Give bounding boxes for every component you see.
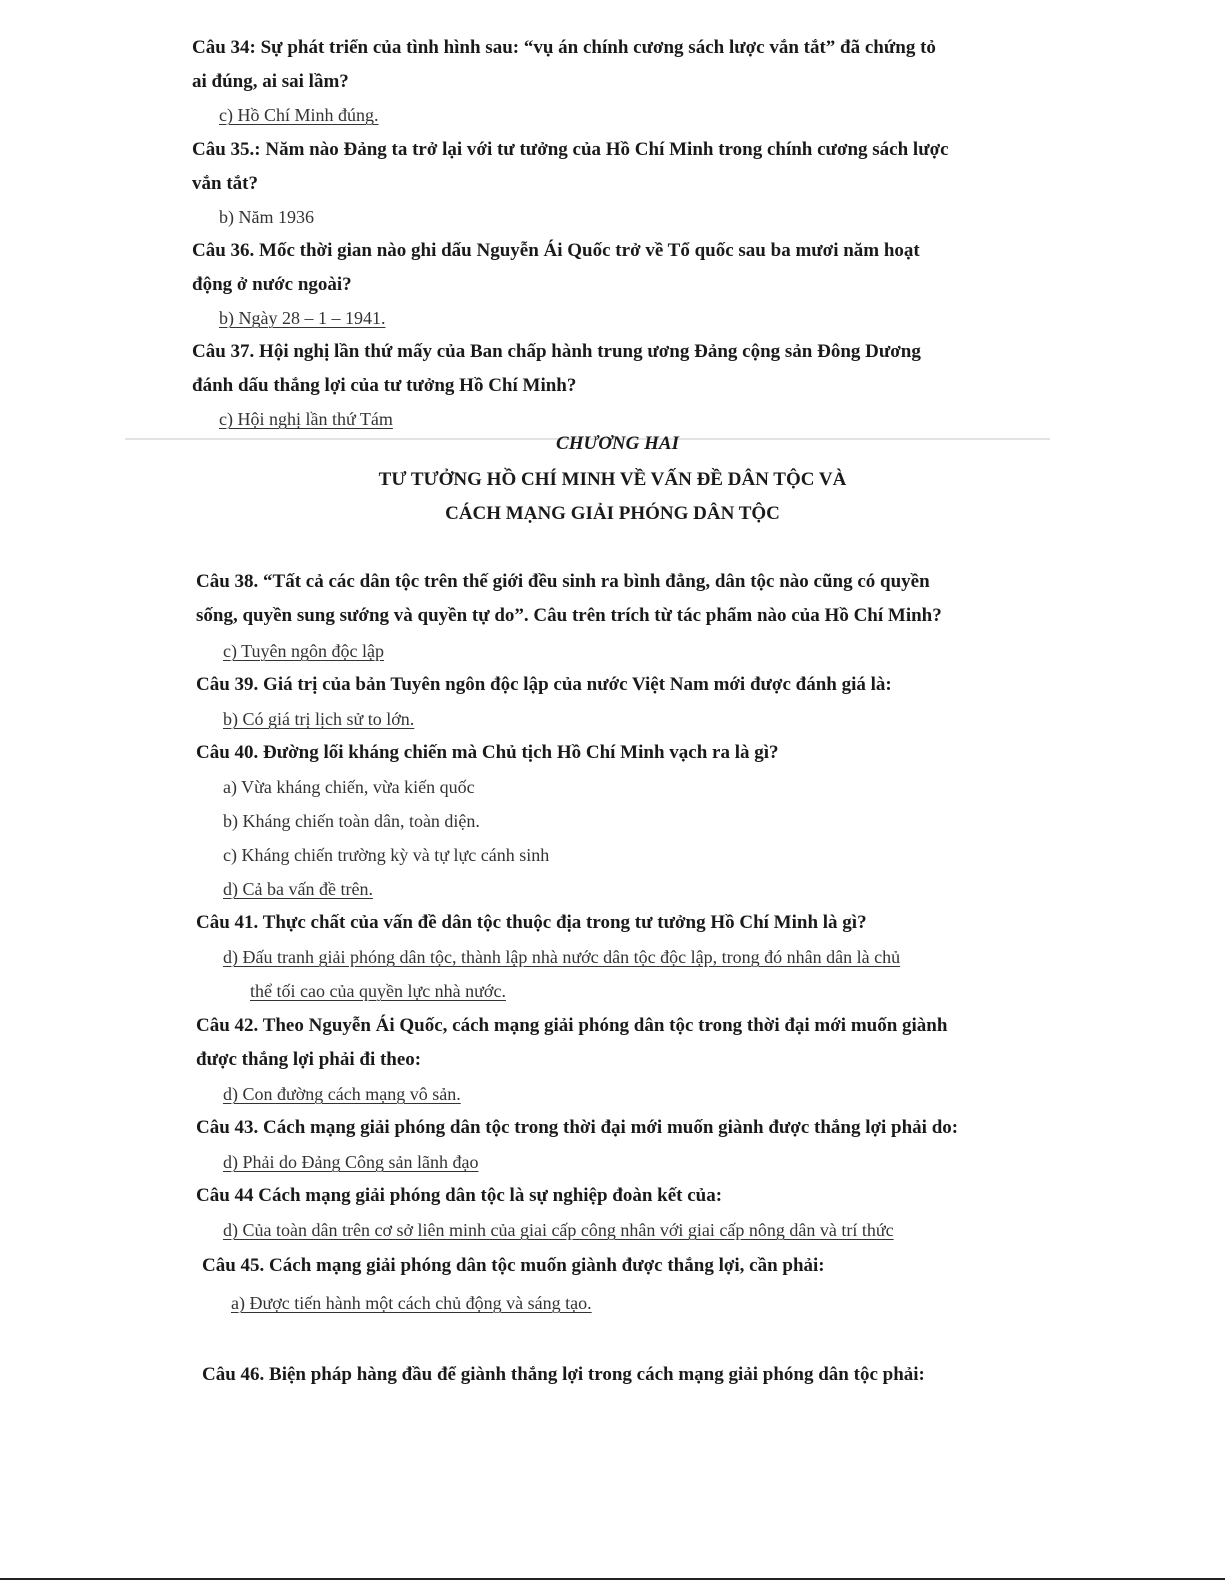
- question-34-line-1: Câu 34: Sự phát triển của tình hình sau: “vụ án chính cương sách lược vắn tắt” đã chứng tỏ: [192, 37, 936, 58]
- question-37-line-1: Câu 37. Hội nghị lần thứ mấy của Ban chấp hành trung ương Đảng cộng sản Đông Dương: [192, 341, 921, 362]
- question-34-line-2: ai đúng, ai sai lầm?: [192, 71, 349, 92]
- answer-37: c) Hội nghị lần thứ Tám: [219, 409, 393, 429]
- chapter-title-line-1: TƯ TƯỞNG HỒ CHÍ MINH VỀ VẤN ĐỀ DÂN TỘC VÀ: [378, 469, 847, 490]
- question-42-line-1: Câu 42. Theo Nguyễn Ái Quốc, cách mạng giải phóng dân tộc trong thời đại mới muốn giành: [196, 1015, 948, 1036]
- bottom-border: [0, 1578, 1225, 1580]
- question-41: Câu 41. Thực chất của vấn đề dân tộc thuộc địa trong tư tưởng Hồ Chí Minh là gì?: [196, 912, 867, 933]
- question-35-line-2: vắn tắt?: [192, 173, 258, 194]
- answer-40-a: a) Vừa kháng chiến, vừa kiến quốc: [223, 777, 475, 797]
- answer-34: c) Hồ Chí Minh đúng.: [219, 105, 379, 125]
- chapter-label: CHƯƠNG HAI: [556, 433, 679, 454]
- question-38-line-2: sống, quyền sung sướng và quyền tự do”. Câu trên trích từ tác phẩm nào của Hồ Chí Minh?: [196, 605, 942, 626]
- answer-35: b) Năm 1936: [219, 207, 314, 227]
- question-37-line-2: đánh dấu thắng lợi của tư tưởng Hồ Chí Minh?: [192, 375, 577, 396]
- question-35-line-1: Câu 35.: Năm nào Đảng ta trở lại với tư tưởng của Hồ Chí Minh trong chính cương sách lược: [192, 139, 949, 160]
- answer-36: b) Ngày 28 – 1 – 1941.: [219, 308, 386, 328]
- question-43: Câu 43. Cách mạng giải phóng dân tộc trong thời đại mới muốn giành được thắng lợi phải do:: [196, 1117, 959, 1138]
- question-40: Câu 40. Đường lối kháng chiến mà Chủ tịch Hồ Chí Minh vạch ra là gì?: [196, 742, 779, 763]
- question-45: Câu 45. Cách mạng giải phóng dân tộc muốn giành được thắng lợi, cần phải:: [202, 1255, 825, 1276]
- question-38-line-1: Câu 38. “Tất cả các dân tộc trên thế giới đều sinh ra bình đẳng, dân tộc nào cũng có quyền: [196, 571, 930, 592]
- answer-45: a) Được tiến hành một cách chủ động và sáng tạo.: [231, 1293, 592, 1313]
- answer-41-line-2: thể tối cao của quyền lực nhà nước.: [250, 981, 506, 1001]
- question-39: Câu 39. Giá trị của bản Tuyên ngôn độc lập của nước Việt Nam mới được đánh giá là:: [196, 674, 892, 695]
- question-42-line-2: được thắng lợi phải đi theo:: [196, 1049, 422, 1070]
- answer-44: d) Của toàn dân trên cơ sở liên minh của giai cấp công nhân với giai cấp nông dân và trí thức: [223, 1220, 894, 1240]
- question-36-line-2: động ở nước ngoài?: [192, 274, 352, 295]
- answer-42: d) Con đường cách mạng vô sản.: [223, 1084, 461, 1104]
- answer-40-d: d) Cả ba vấn đề trên.: [223, 879, 373, 899]
- answer-40-b: b) Kháng chiến toàn dân, toàn diện.: [223, 811, 480, 831]
- question-46: Câu 46. Biện pháp hàng đầu để giành thắng lợi trong cách mạng giải phóng dân tộc phải:: [202, 1364, 925, 1385]
- chapter-title-line-2: CÁCH MẠNG GIẢI PHÓNG DÂN TỘC: [445, 503, 780, 524]
- answer-38: c) Tuyên ngôn độc lập: [223, 641, 384, 661]
- question-44: Câu 44 Cách mạng giải phóng dân tộc là sự nghiệp đoàn kết của:: [196, 1185, 723, 1206]
- answer-39: b) Có giá trị lịch sử to lớn.: [223, 709, 415, 729]
- question-36-line-1: Câu 36. Mốc thời gian nào ghi dấu Nguyễn Ái Quốc trở về Tổ quốc sau ba mươi năm hoạt: [192, 240, 920, 261]
- answer-40-c: c) Kháng chiến trường kỳ và tự lực cánh sinh: [223, 845, 550, 865]
- answer-43: d) Phải do Đảng Công sản lãnh đạo: [223, 1152, 479, 1172]
- answer-41-line-1: d) Đấu tranh giải phóng dân tộc, thành lập nhà nước dân tộc độc lập, trong đó nhân dân là chủ: [223, 947, 901, 967]
